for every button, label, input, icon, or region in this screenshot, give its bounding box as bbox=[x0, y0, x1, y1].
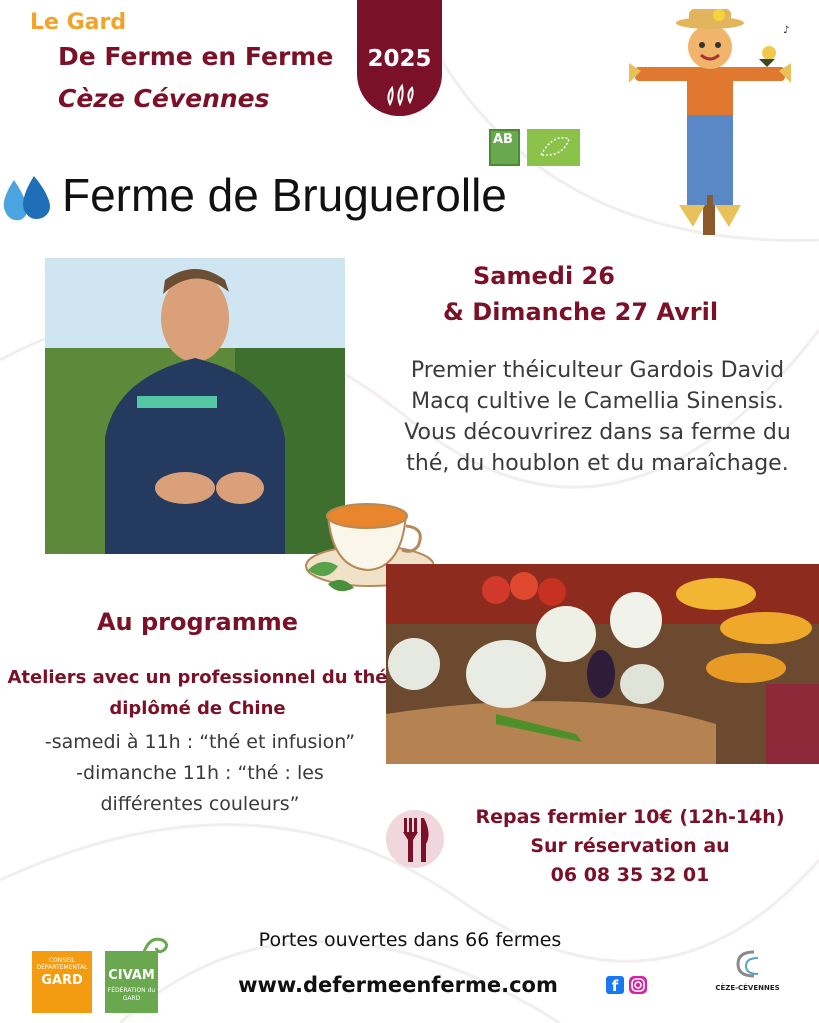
scarecrow-illustration bbox=[625, 5, 795, 237]
date-sunday: & Dimanche 27 Avril bbox=[443, 298, 719, 326]
open-farms-count: Portes ouvertes dans 66 fermes bbox=[258, 929, 562, 951]
cc-logo-text: CÈZE-CÉVENNES bbox=[715, 984, 780, 992]
meal-price: Repas fermier 10€ (12h-14h) bbox=[475, 806, 785, 828]
drops-icon bbox=[384, 82, 416, 108]
session-sunday: -dimanche 11h : “thé : les différentes couleurs” bbox=[76, 762, 324, 815]
website-link[interactable]: www.defermeenferme.com bbox=[238, 973, 558, 997]
farm-description: Premier théiculteur Gardois David Macq cultive le Camellia Sinensis. Vous découvrirez dans sa ferme du thé, du houblon et du maraîchage. bbox=[404, 358, 791, 476]
region-label: Le Gard bbox=[30, 10, 127, 35]
gard-logo-subtitle: CONSEIL DÉPARTEMENTAL bbox=[36, 957, 88, 971]
svg-text:♪: ♪ bbox=[783, 25, 790, 36]
civam-swirl-icon bbox=[140, 934, 172, 956]
instagram-icon[interactable] bbox=[629, 976, 647, 994]
fork-knife-icon bbox=[386, 810, 444, 868]
workshop-description: Ateliers avec un professionnel du thé diplômé de Chine bbox=[7, 667, 388, 719]
cutlery-icon bbox=[386, 810, 444, 868]
facebook-icon[interactable]: f bbox=[606, 976, 624, 994]
civam-logo-text: CIVAM bbox=[108, 968, 155, 983]
year-text: 2025 bbox=[367, 46, 432, 72]
workshop-sessions bbox=[30, 727, 370, 820]
water-drops-icon bbox=[0, 172, 56, 224]
ab-organic-logo bbox=[489, 129, 520, 166]
meal-reservation: Sur réservation au bbox=[530, 835, 730, 857]
gard-logo-text: GARD bbox=[41, 973, 83, 988]
civam-logo bbox=[105, 951, 158, 1013]
event-title: De Ferme en Ferme bbox=[58, 42, 334, 71]
vegetables-photo bbox=[386, 564, 819, 764]
civam-logo-subtitle: FÉDÉRATION du GARD bbox=[107, 987, 156, 1002]
date-saturday: Samedi 26 bbox=[473, 262, 615, 290]
cc-swirl-icon bbox=[700, 944, 795, 982]
session-saturday: -samedi à 11h : “thé et infusion” bbox=[44, 731, 356, 753]
event-subtitle: Cèze Cévennes bbox=[58, 84, 270, 113]
eu-organic-leaf-logo bbox=[527, 129, 580, 166]
meal-info bbox=[462, 803, 798, 890]
programme-title: Au programme bbox=[96, 608, 299, 636]
ab-logo-text: AB bbox=[493, 132, 513, 147]
eu-leaf-icon bbox=[527, 129, 580, 166]
ceze-cevennes-community-logo bbox=[700, 944, 795, 1004]
farm-name: Ferme de Bruguerolle bbox=[62, 169, 507, 221]
meal-phone[interactable]: 06 08 35 32 01 bbox=[550, 864, 710, 886]
gard-department-logo bbox=[32, 951, 92, 1013]
year-badge bbox=[357, 0, 442, 116]
